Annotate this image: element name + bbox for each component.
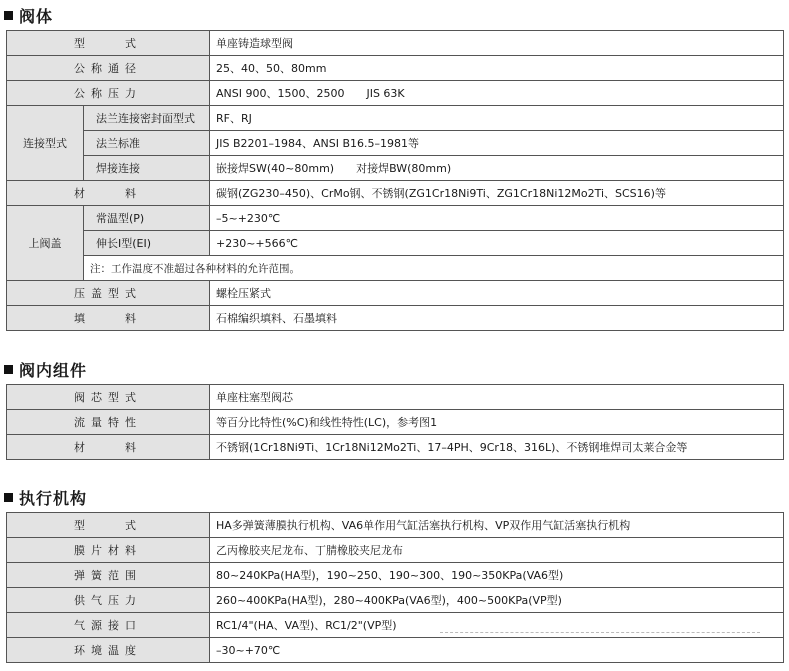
section-title-internals: [4, 358, 87, 381]
row-label: 材 料: [7, 181, 210, 206]
row-value: 单座柱塞型阀芯: [210, 385, 784, 410]
table-row: [7, 538, 784, 563]
row-label: 材 料: [7, 435, 210, 460]
square-bullet-icon: [4, 365, 13, 374]
internals-table: [6, 384, 784, 460]
row-sublabel: 常温型(P): [84, 206, 210, 231]
table-row: [7, 563, 784, 588]
row-label: 阀芯型式: [7, 385, 210, 410]
group-label-connection: 连接型式: [7, 106, 84, 181]
section-title-text: 阀体: [19, 7, 54, 26]
section-title-actuator: [4, 486, 87, 509]
row-value: 螺栓压紧式: [210, 281, 784, 306]
row-value: –5~+230℃: [210, 206, 784, 231]
table-row: [7, 81, 784, 106]
table-row: [7, 156, 784, 181]
table-row: [7, 385, 784, 410]
row-note: 注：工作温度不准超过各种材料的允许范围。: [84, 256, 784, 281]
table-row: [7, 131, 784, 156]
table-row: [7, 231, 784, 256]
table-row: [7, 638, 784, 663]
square-bullet-icon: [4, 11, 13, 20]
section-title-text: 阀内组件: [19, 361, 88, 380]
square-bullet-icon: [4, 493, 13, 502]
table-row: [7, 513, 784, 538]
row-value: ANSI 900、1500、2500 JIS 63K: [210, 81, 784, 106]
table-row: [7, 281, 784, 306]
row-label: 型 式: [7, 513, 210, 538]
actuator-table: [6, 512, 784, 663]
table-row: [7, 106, 784, 131]
row-value: RC1/4"(HA、VA型)、RC1/2"(VP型): [210, 613, 784, 638]
row-label: 型 式: [7, 31, 210, 56]
row-label: 压盖型式: [7, 281, 210, 306]
row-label: 公称压力: [7, 81, 210, 106]
table-row: [7, 206, 784, 231]
table-row: [7, 588, 784, 613]
dashed-divider: [440, 632, 760, 633]
row-value: 80~240KPa(HA型)，190~250、190~300、190~350KPa(VA6型): [210, 563, 784, 588]
row-value: 乙丙橡胶夹尼龙布、丁腈橡胶夹尼龙布: [210, 538, 784, 563]
row-label: 弹簧范围: [7, 563, 210, 588]
row-label: 环境温度: [7, 638, 210, 663]
row-value: 25、40、50、80mm: [210, 56, 784, 81]
row-sublabel: 焊接连接: [84, 156, 210, 181]
row-value: –30~+70℃: [210, 638, 784, 663]
table-row: [7, 181, 784, 206]
row-value: HA多弹簧薄膜执行机构、VA6单作用气缸活塞执行机构、VP双作用气缸活塞执行机构: [210, 513, 784, 538]
row-label: 供气压力: [7, 588, 210, 613]
row-value: 不锈钢(1Cr18Ni9Ti、1Cr18Ni12Mo2Ti、17–4PH、9Cr18、316L)、不锈钢堆焊司太莱合金等: [210, 435, 784, 460]
row-value: RF、RJ: [210, 106, 784, 131]
group-label-bonnet: 上阀盖: [7, 206, 84, 281]
row-value: 石棉编织填料、石墨填料: [210, 306, 784, 331]
row-sublabel: 法兰标准: [84, 131, 210, 156]
row-label: 流量特性: [7, 410, 210, 435]
row-sublabel: 伸长I型(EI): [84, 231, 210, 256]
valve-body-table: [6, 30, 784, 331]
row-value: 260~400KPa(HA型)，280~400KPa(VA6型)，400~500KPa(VP型): [210, 588, 784, 613]
section-title-valve-body: [4, 4, 53, 27]
table-row: [7, 31, 784, 56]
row-label: 填 料: [7, 306, 210, 331]
table-row: [7, 306, 784, 331]
row-value: 单座铸造球型阀: [210, 31, 784, 56]
row-label: 膜片材料: [7, 538, 210, 563]
table-row: [7, 256, 784, 281]
row-value: JIS B2201–1984、ANSI B16.5–1981等: [210, 131, 784, 156]
row-label: 气源接口: [7, 613, 210, 638]
table-row: [7, 410, 784, 435]
row-value: 碳钢(ZG230–450)、CrMo钢、不锈钢(ZG1Cr18Ni9Ti、ZG1Cr18Ni12Mo2Ti、SCS16)等: [210, 181, 784, 206]
row-label: 公称通径: [7, 56, 210, 81]
row-value: 等百分比特性(%C)和线性特性(LC)，参考图1: [210, 410, 784, 435]
table-row: [7, 435, 784, 460]
section-title-text: 执行机构: [19, 489, 88, 508]
table-row: [7, 613, 784, 638]
table-row: [7, 56, 784, 81]
row-sublabel: 法兰连接密封面型式: [84, 106, 210, 131]
row-value: 嵌接焊SW(40~80mm) 对接焊BW(80mm): [210, 156, 784, 181]
row-value: +230~+566℃: [210, 231, 784, 256]
